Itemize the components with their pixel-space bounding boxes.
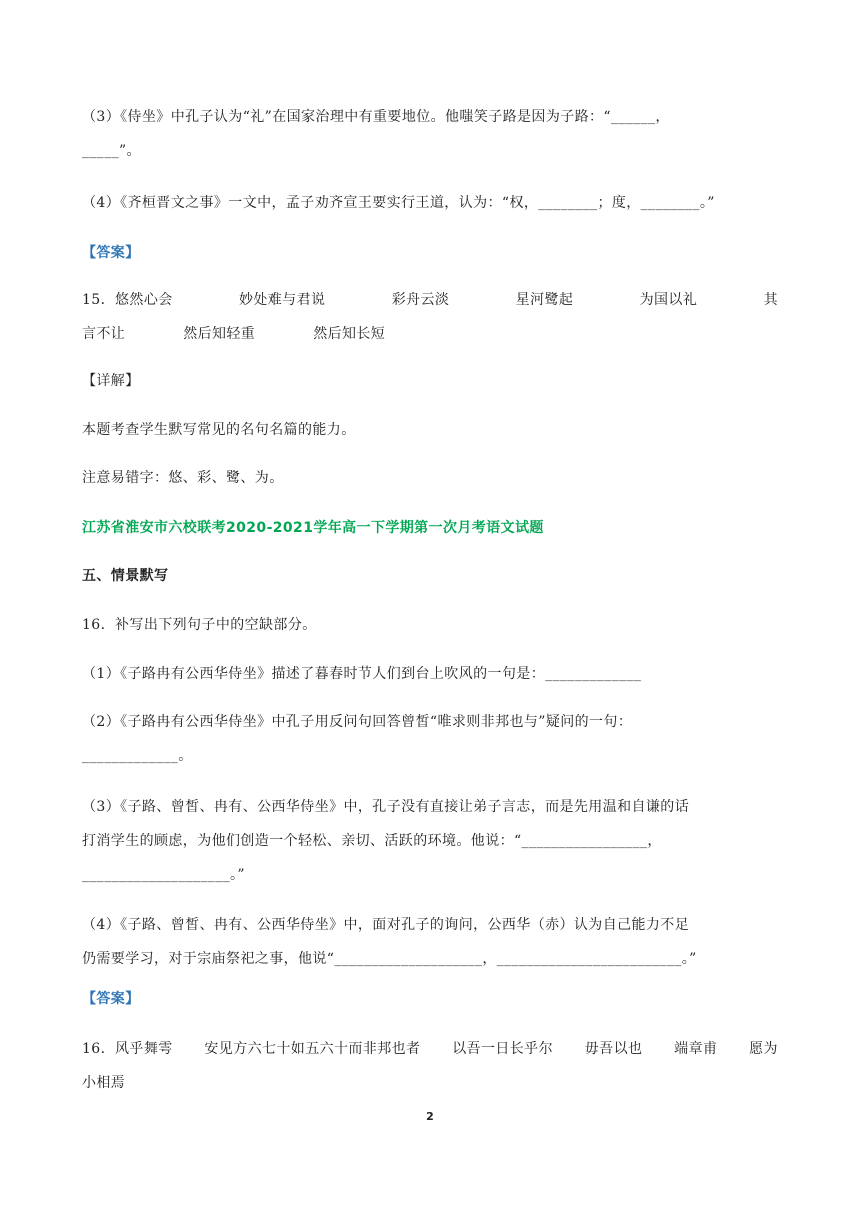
q15-part3 — [82, 100, 778, 168]
section-title: 五、情景默写 — [82, 568, 169, 584]
q16-part3 — [82, 790, 778, 892]
q16-part2-line1: （2）《子路冉有公西华侍坐》中孔子用反问句回答曾皙“唯求则非邦也与”疑问的一句： — [82, 714, 633, 730]
answer-item: 妙处难与君说 — [238, 292, 326, 308]
answer-item: 16．风乎舞雩 — [82, 1041, 173, 1057]
page-number: 2 — [426, 1110, 434, 1123]
answer-item: 然后知轻重 — [183, 326, 256, 342]
q16-part1: （1）《子路冉有公西华侍坐》描述了暮春时节人们到台上吹风的一句是：_____________ — [82, 666, 642, 682]
answer-item: 安见方六七十如五六十而非邦也者 — [204, 1041, 421, 1057]
q15-answer-line2 — [82, 317, 778, 351]
detail-text: 注意易错字：悠、彩、鹭、为。 — [82, 470, 284, 486]
answer-item: 端章甫 — [674, 1041, 718, 1057]
answer-label: 【答案】 — [82, 991, 140, 1007]
answer-item: 15．悠然心会 — [82, 292, 173, 308]
q16-part3-line2: 打消学生的顾虑，为他们创造一个轻松、亲切、活跃的环境。他说：“_________________， — [82, 833, 662, 849]
answer-item: 其 — [763, 292, 778, 308]
q16-answer — [82, 1032, 778, 1100]
q16-answer-line1 — [82, 1032, 778, 1066]
q16-part2-line2: _____________。 — [82, 748, 193, 764]
q15-part4: （4）《齐桓晋文之事》一文中，孟子劝齐宣王要实行王道，认为：“权，________；度，________。” — [82, 195, 715, 211]
q15-answer-line1 — [82, 283, 778, 317]
q16-part4 — [82, 908, 778, 976]
q15-part3-line1: （3）《侍坐》中孔子认为“礼”在国家治理中有重要地位。他嗤笑子路是因为子路：“______， — [82, 109, 670, 125]
answer-item: 言不让 — [82, 326, 126, 342]
q15-part3-line2: _____”。 — [82, 143, 141, 159]
q16-answer-line2: 小相焉 — [82, 1075, 126, 1091]
answer-item: 彩舟云淡 — [391, 292, 450, 308]
q16-part3-line1: （3）《子路、曾皙、冉有、公西华侍坐》中，孔子没有直接让弟子言志，而是先用温和自谦的话 — [82, 799, 690, 815]
detail-label: 【详解】 — [82, 373, 140, 389]
q15-answer — [82, 283, 778, 351]
answer-label: 【答案】 — [82, 245, 140, 261]
q16-part3-line3: ____________________。” — [82, 867, 245, 883]
q16-part4-line1: （4）《子路、曾皙、冉有、公西华侍坐》中，面对孔子的询问，公西华（赤）认为自己能力不足 — [82, 917, 690, 933]
answer-item: 以吾一日长乎尔 — [452, 1041, 553, 1057]
q16-part2 — [82, 705, 778, 773]
answer-item: 星河鹭起 — [515, 292, 574, 308]
q16-stem: 16．补写出下列句子中的空缺部分。 — [82, 617, 317, 633]
answer-item: 毋吾以也 — [584, 1041, 643, 1057]
q16-part4-line2: 仍需要学习，对于宗庙祭祀之事，他说“____________________，_________________________。” — [82, 951, 697, 967]
answer-item: 然后知长短 — [313, 326, 386, 342]
source-title: 江苏省淮安市六校联考2020-2021学年高一下学期第一次月考语文试题 — [82, 520, 544, 536]
answer-item: 愿为 — [749, 1041, 778, 1057]
answer-item: 为国以礼 — [639, 292, 698, 308]
detail-text: 本题考查学生默写常见的名句名篇的能力。 — [82, 422, 356, 438]
